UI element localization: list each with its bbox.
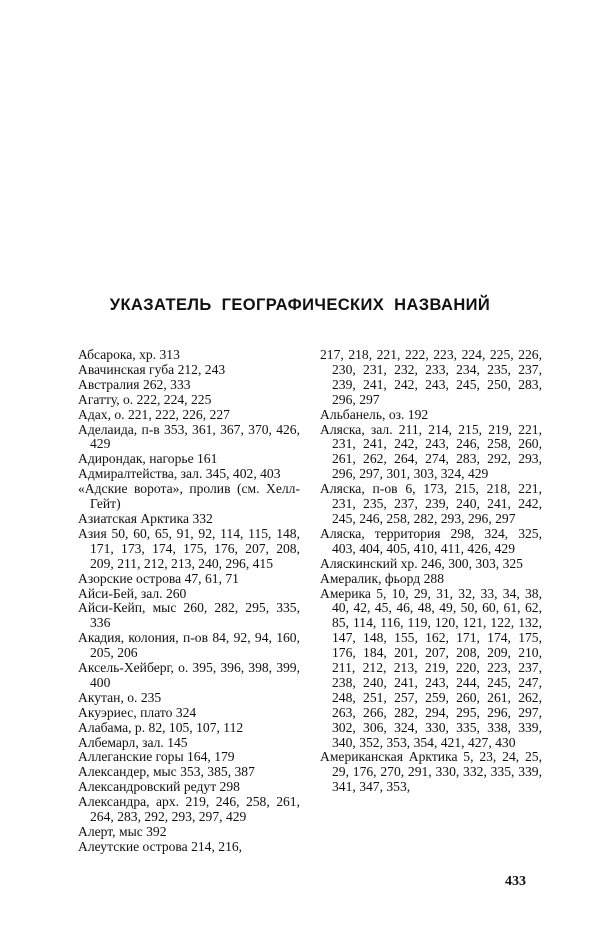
index-entry: Александер, мыс 353, 385, 387	[78, 764, 255, 780]
index-entry: Австралия 262, 333	[78, 376, 191, 392]
index-entry: Алеутские острова 214, 216,	[78, 838, 243, 854]
index-entry: Аллеганские горы 164, 179	[78, 749, 235, 765]
index-entry: Аляскинский хр. 246, 300, 303, 325	[320, 555, 523, 571]
index-entry: Аляска, территория 298, 324, 325, 403, 404, 405, 410, 411, 426, 429	[320, 525, 542, 556]
index-column-right	[320, 348, 542, 795]
index-entry: Алабама, р. 82, 105, 107, 112	[78, 719, 244, 735]
index-entry: Айси-Бей, зал. 260	[78, 585, 187, 601]
index-entry: Акадия, колония, п-ов 84, 92, 94, 160, 205, 206	[78, 630, 300, 661]
index-entry: Альбанель, оз. 192	[320, 406, 429, 422]
index-entry: Аксель-Хейберг, о. 395, 396, 398, 399, 400	[78, 660, 300, 690]
page-number: 433	[505, 874, 526, 889]
index-entry: Алерт, мыс 392	[78, 824, 167, 839]
page-title: УКАЗАТЕЛЬ ГЕОГРАФИЧЕСКИХ НАЗВАНИЙ	[109, 296, 491, 314]
index-entry: Айси-Кейп, мыс 260, 282, 295, 335, 336	[78, 600, 300, 631]
index-entry: Албемарл, зал. 145	[78, 734, 188, 750]
index-entry: Адах, о. 221, 222, 226, 227	[78, 406, 230, 422]
index-entry: Азорские острова 47, 61, 71	[78, 570, 239, 586]
index-entry: Акуэриес, плато 324	[78, 704, 197, 720]
index-entry: Аляска, зал. 211, 214, 215, 219, 221, 231, 241, 242, 243, 246, 258, 260, 261, 262, 264, 274, 283, 292, 293, 296, 297, 301, 303, 324, 429	[320, 421, 542, 482]
index-entry: Азия 50, 60, 65, 91, 92, 114, 115, 148, 171, 173, 174, 175, 176, 207, 208, 209, 211, 212, 213, 240, 296, 415	[78, 525, 300, 571]
index-entry: «Адские ворота», пролив (см. Хелл-Гейт)	[78, 481, 300, 512]
index-entry: Амералик, фьорд 288	[320, 570, 444, 586]
index-entry: Аляска, п-ов 6, 173, 215, 218, 221, 231, 235, 237, 239, 240, 241, 242, 245, 246, 258, 282, 293, 296, 297	[320, 481, 542, 526]
index-entry: Азиатская Арктика 332	[78, 510, 213, 526]
index-entry: Адмиралтейства, зал. 345, 402, 403	[78, 466, 281, 482]
index-entry: Александровский редут 298	[78, 779, 240, 795]
index-entry: Абсарока, хр. 313	[78, 347, 180, 362]
index-entry: Америка 5, 10, 29, 31, 32, 33, 34, 38, 40, 42, 45, 46, 48, 49, 50, 60, 61, 62, 85, 114, 116, 119, 120, 121, 122, 132, 147, 148, 155, 162, 171, 174, 175, 176, 184, 201, 207, 208, 209, 210, 211, 212, 213, 219, 220, 223, 237, 238, 240, 241, 243, 244, 245, 247, 248, 251, 257, 259, 260, 261, 262, 263, 266, 282, 294, 295, 296, 297, 302, 306, 324, 330, 335, 338, 339, 340, 352, 353, 354, 421, 427, 430	[320, 585, 542, 750]
index-entry: Акутан, о. 235	[78, 689, 162, 705]
index-entry: Агатту, о. 222, 224, 225	[78, 391, 212, 407]
index-entry: Американская Арктика 5, 23, 24, 25, 29, 176, 270, 291, 330, 332, 335, 339, 341, 347, 353,	[320, 749, 542, 795]
index-entry: Александра, арх. 219, 246, 258, 261, 264, 283, 292, 293, 297, 429	[78, 794, 300, 825]
index-entry: Аделаида, п-в 353, 361, 367, 370, 426, 429	[78, 421, 300, 452]
index-column-left	[78, 348, 300, 855]
index-entry: Авачинская губа 212, 243	[78, 361, 226, 377]
index-entry: Адирондак, нагорье 161	[78, 451, 218, 467]
index-entry: 217, 218, 221, 222, 223, 224, 225, 226, 230, 231, 232, 233, 234, 235, 237, 239, 241, 242, 243, 245, 250, 283, 296, 297	[320, 347, 542, 407]
